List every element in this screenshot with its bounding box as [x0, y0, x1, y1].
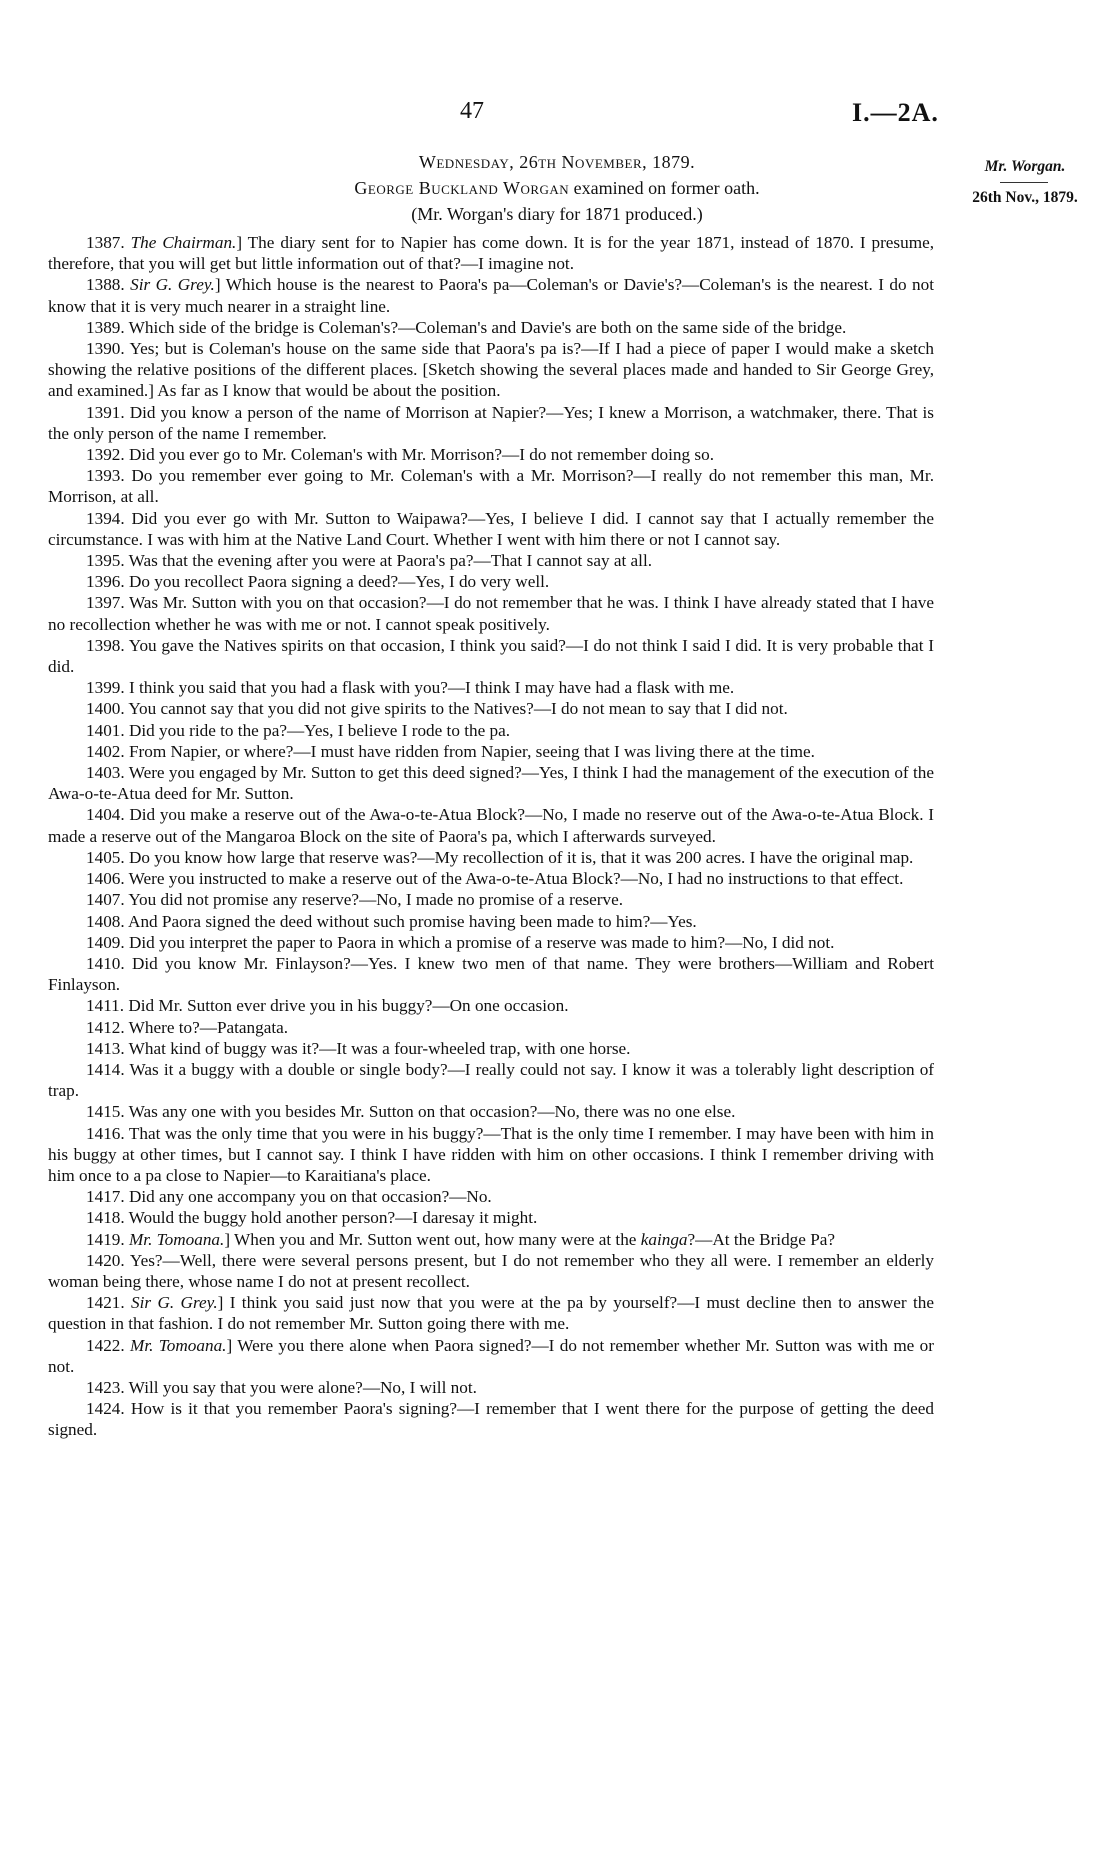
question-text: Was it a buggy with a double or single body? — [129, 1059, 448, 1079]
question-text: Did any one accompany you on that occasion? — [128, 1187, 450, 1207]
qa-paragraph — [48, 1250, 934, 1292]
question-number: 1424. — [86, 1399, 125, 1419]
question-number: 1390. — [86, 339, 125, 359]
question-number: 1388. — [86, 275, 125, 295]
answer-text: —That I cannot say at all. — [473, 551, 653, 571]
question-text: And Paora signed the deed without such promise having been made to him? — [128, 911, 651, 931]
question-number: 1399. — [86, 678, 125, 698]
question-number: 1396. — [86, 572, 125, 592]
question-text: Yes? — [129, 1250, 163, 1270]
answer-text: —It was a four-wheeled trap, with one horse. — [319, 1038, 631, 1058]
question-number: 1393. — [86, 466, 125, 486]
answer-text: —If I had a piece of paper I would make a sketch showing the relative positions of the different places. [Sketch showing the several places made and handed to Sir George Grey, and examined.] As far as I know that would be about the position. — [48, 339, 934, 401]
qa-paragraph — [48, 932, 934, 953]
question-text: Did you interpret the paper to Paora in which a promise of a reserve was made to him? — [128, 932, 726, 952]
answer-text: —Yes; I knew a Morrison, a watchmaker, there. That is the only person of the name I remember. — [48, 402, 934, 443]
qa-paragraph — [48, 953, 934, 995]
answer-text: —No, I did not. — [725, 932, 835, 952]
question-number: 1402. — [86, 741, 125, 761]
question-number: 1395. — [86, 551, 125, 571]
answer-text: —I remember that I went there for the purpose of getting the deed signed. — [48, 1399, 934, 1440]
answer-text: —No, I had no instructions to that effect. — [620, 869, 904, 889]
page-number: 47 — [460, 98, 484, 124]
transcript — [48, 232, 934, 1441]
question-number: 1420. — [86, 1250, 125, 1270]
answer-text: —No, I made no reserve out of the Awa-o-te-Atua Block. I made a reserve out of the Mangaroa Block on the site of Paora's pa, which I afterwards surveyed. — [48, 805, 934, 846]
answer-text: —I really could not say. I know it was a tolerably light description of trap. — [48, 1059, 935, 1101]
qa-paragraph — [48, 698, 934, 719]
witness-heading — [0, 178, 1114, 199]
question-text: Was Mr. Sutton with you on that occasion? — [128, 593, 427, 613]
answer-text: —I do not remember that he was. I think I have already stated that I have no recollection whether he was with me or not. I cannot speak positively. — [48, 593, 934, 634]
question-text: You cannot say that you did not give spirits to the Natives? — [128, 699, 534, 719]
question-number: 1406. — [86, 869, 125, 889]
question-number: 1387. — [86, 233, 125, 252]
question-number: 1391. — [86, 402, 125, 422]
qa-paragraph — [48, 465, 934, 507]
witness-status: examined on former oath. — [569, 178, 760, 198]
question-number: 1409. — [86, 932, 125, 952]
speaker: Sir G. Grey. — [130, 275, 215, 295]
question-number: 1419. — [86, 1229, 125, 1249]
question-text: Do you remember ever going to Mr. Coleman's with a Mr. Morrison? — [131, 466, 634, 486]
answer-text: —Well, there were several persons present, but I do not remember who they all were. I remember an elderly woman being there, whose name I do not at present recollect. — [48, 1250, 934, 1291]
question-number: 1410. — [86, 953, 125, 973]
qa-paragraph — [48, 1038, 934, 1059]
question-number: 1414. — [86, 1059, 125, 1079]
answer-text: —Yes, I do very well. — [398, 572, 550, 592]
qa-paragraph — [48, 868, 934, 889]
session-date: Wednesday, 26th November, 1879. — [418, 152, 696, 172]
answer-text: —I really do not remember this man, Mr. Morrison, at all. — [48, 466, 935, 507]
question-text: How is it that you remember Paora's signing? — [130, 1399, 457, 1419]
answer-text: —Coleman's is the nearest. I do not know that it is very much nearer in a straight line. — [48, 275, 935, 316]
qa-paragraph — [48, 995, 934, 1016]
answer-text: —Yes, I believe I did. I cannot say that I actually remember the circumstance. I was with him at the Native Land Court. Whether I went with him there or not I cannot say. — [48, 508, 934, 549]
qa-paragraph — [48, 1186, 934, 1207]
qa-paragraph — [48, 571, 934, 592]
qa-paragraph — [48, 402, 934, 444]
answer-text: —Yes, I believe I rode to the pa. — [286, 720, 511, 740]
question-text: ] Which house is the nearest to Paora's pa—Coleman's or Davie's? — [214, 275, 683, 295]
question-number: 1403. — [86, 763, 125, 783]
question-text: ] When you and Mr. Sutton went out, how many were at the — [224, 1229, 641, 1249]
question-number: 1394. — [86, 508, 125, 528]
question-text: Which side of the bridge is Coleman's? — [128, 317, 399, 337]
question-text: You did not promise any reserve? — [128, 890, 360, 910]
qa-paragraph — [48, 677, 934, 698]
question-number: 1392. — [86, 445, 125, 465]
speaker: Sir G. Grey. — [131, 1293, 218, 1313]
question-text-after: ? — [687, 1229, 696, 1249]
qa-paragraph — [48, 444, 934, 465]
question-number: 1412. — [86, 1017, 125, 1037]
answer-text: —No, I made no promise of a reserve. — [359, 890, 624, 910]
answer-text: —I must decline then to answer the question in that fashion. I do not remember Mr. Sutton going there with me. — [48, 1293, 934, 1334]
speaker: The Chairman. — [130, 233, 237, 252]
answer-text: —Yes. — [650, 911, 697, 931]
term: kainga — [640, 1229, 688, 1249]
question-number: 1415. — [86, 1102, 125, 1122]
question-text: Did you ride to the pa? — [128, 720, 287, 740]
question-text: Did you make a reserve out of the Awa-o-te-Atua Block? — [129, 805, 526, 825]
question-text: Were you instructed to make a reserve out of the Awa-o-te-Atua Block? — [128, 869, 621, 889]
question-number: 1416. — [86, 1123, 125, 1143]
answer-text: —I must have ridden from Napier, seeing that I was living there at the time. — [293, 741, 815, 761]
question-number: 1422. — [86, 1335, 125, 1355]
series-code: I.—2A. — [852, 98, 939, 127]
qa-paragraph — [48, 508, 934, 550]
qa-paragraph — [48, 720, 934, 741]
question-number: 1397. — [86, 593, 125, 613]
question-text: From Napier, or where? — [128, 741, 294, 761]
answer-text: —Yes. I knew two men of that name. They were brothers—William and Robert Finlayson. — [48, 953, 935, 995]
question-text: I think you said that you had a flask with you? — [128, 678, 448, 698]
question-text: You gave the Natives spirits on that occasion, I think you said? — [128, 635, 566, 655]
answer-text: —I imagine not. — [460, 254, 575, 274]
qa-paragraph — [48, 1207, 934, 1228]
answer-text: —I do not remember whether Mr. Sutton was with me or not. — [48, 1335, 934, 1376]
question-text: What kind of buggy was it? — [128, 1038, 320, 1058]
answer-text: —That is the only time I remember. I may have been with him in his buggy at other times, but I cannot say. I think I have ridden with him on other occasions. I think I remember driving with him once to a pa close to Napier—to Karaitiana's place. — [48, 1123, 934, 1185]
qa-paragraph — [48, 274, 934, 316]
qa-paragraph — [48, 592, 934, 634]
margin-date: 26th Nov., 1879. — [972, 189, 1078, 206]
answer-text: —On one occasion. — [432, 996, 569, 1016]
question-text: ] Were you there alone when Paora signed? — [226, 1335, 532, 1355]
question-number: 1417. — [86, 1187, 125, 1207]
question-text: Do you know how large that reserve was? — [128, 847, 418, 867]
answer-text: —I do not remember doing so. — [502, 445, 714, 465]
qa-paragraph — [48, 1123, 934, 1187]
qa-paragraph — [48, 232, 934, 274]
qa-paragraph — [48, 911, 934, 932]
question-number: 1400. — [86, 699, 125, 719]
question-number: 1389. — [86, 317, 125, 337]
qa-paragraph — [48, 1292, 934, 1334]
qa-paragraph — [48, 1101, 934, 1122]
speaker: Mr. Tomoana. — [130, 1335, 227, 1355]
question-text: Was that the evening after you were at Paora's pa? — [128, 551, 474, 571]
question-text: Were you engaged by Mr. Sutton to get this deed signed? — [128, 763, 522, 783]
question-text: Do you recollect Paora signing a deed? — [128, 572, 399, 592]
question-text: Where to? — [128, 1017, 200, 1037]
qa-paragraph — [48, 317, 934, 338]
answer-text: —No, there was no one else. — [537, 1102, 736, 1122]
question-text: Did Mr. Sutton ever drive you in his buggy? — [128, 996, 433, 1016]
question-text: Did you ever go with Mr. Sutton to Waipawa? — [131, 508, 468, 528]
answer-text: —No, I will not. — [362, 1377, 477, 1397]
question-number: 1408. — [86, 911, 125, 931]
question-text: ] The diary sent for to Napier has come down. It is for the year 1871, instead of 1870. I presume, therefore, that you will get but little information out of that? — [48, 233, 935, 274]
qa-paragraph — [48, 1059, 934, 1101]
question-number: 1407. — [86, 890, 125, 910]
question-number: 1418. — [86, 1208, 125, 1228]
question-number: 1398. — [86, 635, 125, 655]
question-number: 1421. — [86, 1293, 125, 1313]
answer-text: —Patangata. — [199, 1017, 289, 1037]
qa-paragraph — [48, 550, 934, 571]
qa-paragraph — [48, 1377, 934, 1398]
margin-witness-name: Mr. Worgan. — [984, 158, 1066, 175]
qa-paragraph — [48, 1398, 934, 1440]
answer-text: —No. — [449, 1187, 492, 1207]
answer-text: —My recollection of it is, that it was 200 acres. I have the original map. — [417, 847, 914, 867]
qa-paragraph — [48, 338, 934, 402]
qa-paragraph — [48, 847, 934, 868]
question-text: Did you know a person of the name of Morrison at Napier? — [129, 402, 547, 422]
question-text: ] I think you said just now that you were at the pa by yourself? — [217, 1293, 678, 1313]
diary-note: (Mr. Worgan's diary for 1871 produced.) — [411, 204, 703, 224]
question-number: 1423. — [86, 1377, 125, 1397]
question-text: Would the buggy hold another person? — [128, 1208, 396, 1228]
qa-paragraph — [48, 889, 934, 910]
question-number: 1401. — [86, 720, 125, 740]
qa-paragraph — [48, 1017, 934, 1038]
answer-text: —I daresay it might. — [395, 1208, 538, 1228]
speaker: Mr. Tomoana. — [128, 1229, 225, 1249]
question-number: 1405. — [86, 847, 125, 867]
answer-text: —Coleman's and Davie's are both on the same side of the bridge. — [398, 317, 847, 337]
answer-text: —I do not mean to say that I did not. — [533, 699, 788, 719]
qa-paragraph — [48, 1335, 934, 1377]
qa-paragraph — [48, 1229, 934, 1250]
answer-text: —I think I may have had a flask with me. — [447, 678, 735, 698]
qa-paragraph — [48, 804, 934, 846]
answer-text: —I do not think I said I did. It is very probable that I did. — [48, 635, 934, 677]
qa-paragraph — [48, 635, 934, 677]
question-text: Did you ever go to Mr. Coleman's with Mr. Morrison? — [128, 445, 503, 465]
question-text: Yes; but is Coleman's house on the same side that Paora's pa is? — [129, 339, 582, 359]
qa-paragraph — [48, 741, 934, 762]
question-number: 1411. — [86, 996, 125, 1016]
answer-text: —Yes, I think I had the management of the execution of the Awa-o-te-Atua deed for Mr. Sutton. — [48, 763, 934, 804]
answer-text: —At the Bridge Pa? — [695, 1229, 836, 1249]
question-number: 1404. — [86, 805, 125, 825]
witness-name: George Buckland Worgan — [354, 178, 570, 198]
question-text: That was the only time that you were in his buggy? — [128, 1123, 484, 1143]
question-text: Did you know Mr. Finlayson? — [131, 953, 351, 973]
qa-paragraph — [48, 762, 934, 804]
question-text: Was any one with you besides Mr. Sutton on that occasion? — [128, 1102, 538, 1122]
question-number: 1413. — [86, 1038, 125, 1058]
question-text: Will you say that you were alone? — [128, 1377, 363, 1397]
